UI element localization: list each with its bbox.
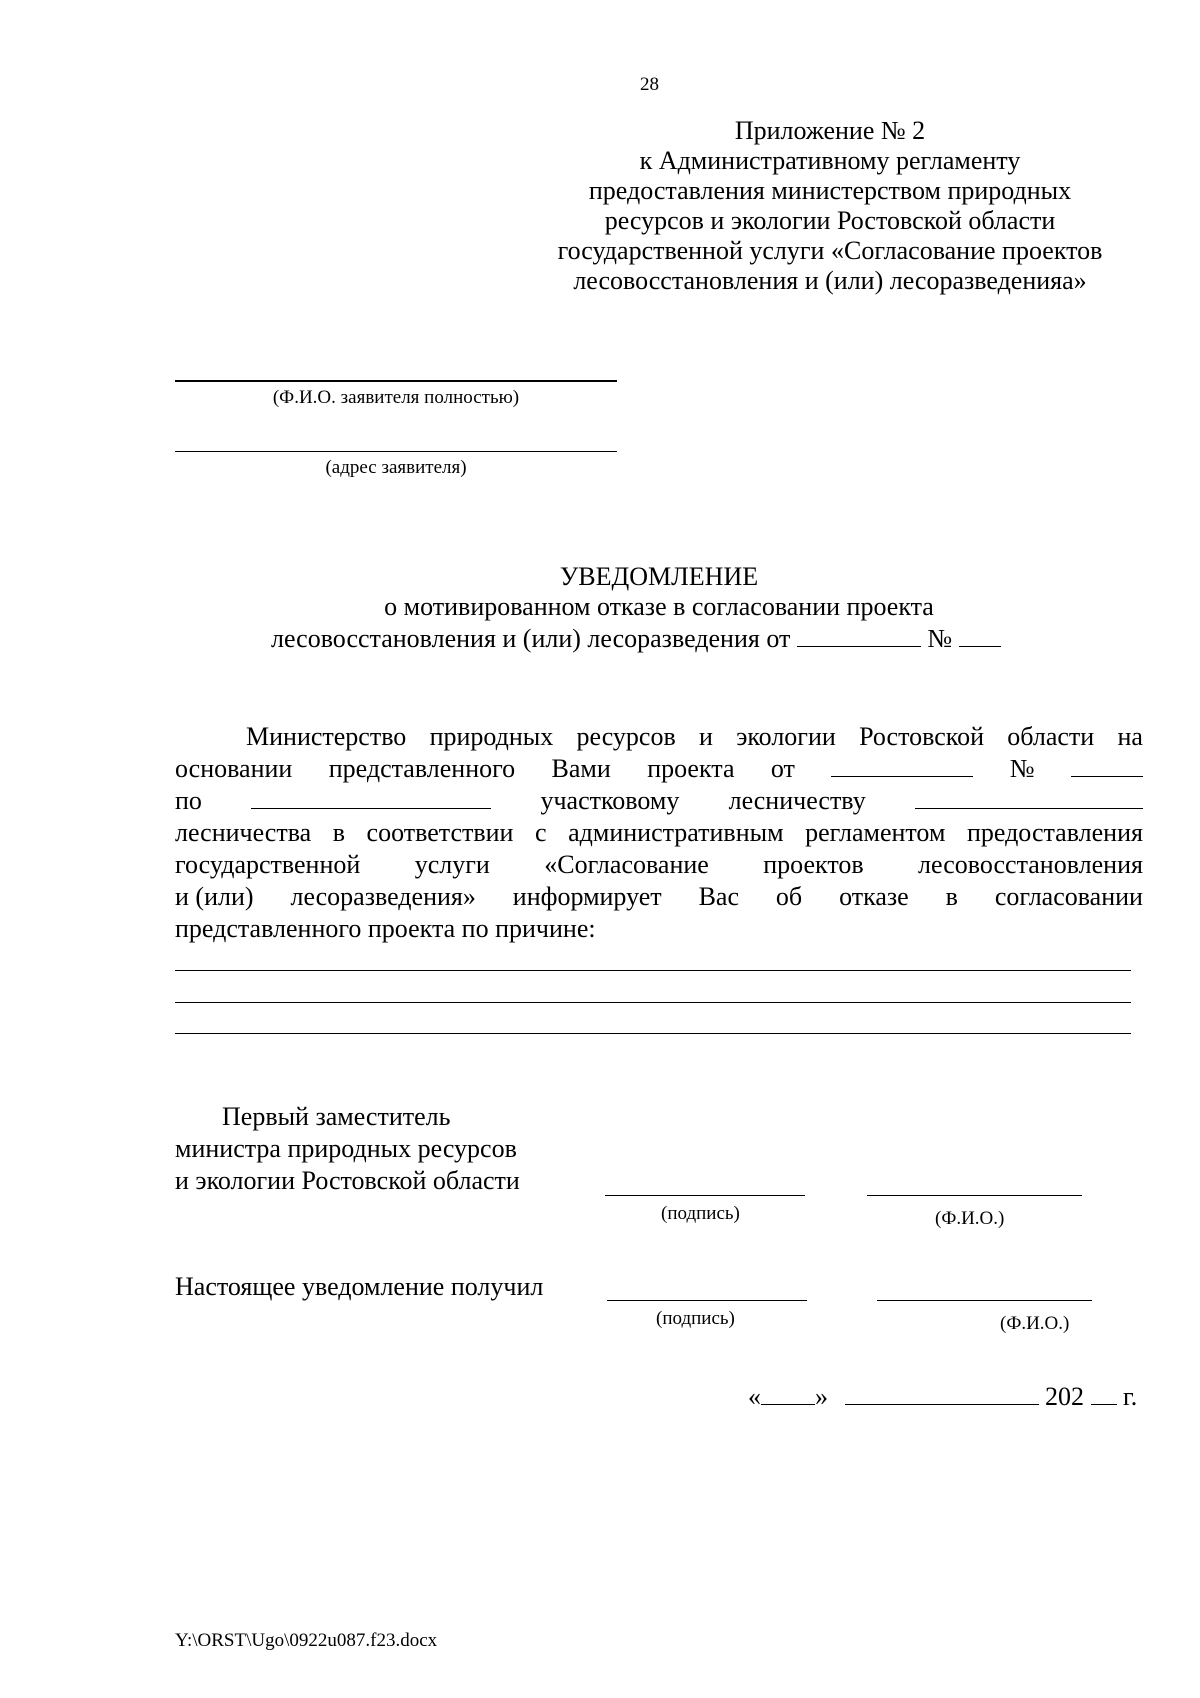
signatory-line-3: и экологии Ростовской области bbox=[175, 1166, 520, 1195]
appendix-line: Приложение № 2 bbox=[734, 116, 926, 145]
document-heading: УВЕДОМЛЕНИЕ bbox=[559, 562, 759, 591]
number-sign: № bbox=[927, 624, 953, 653]
signatory-line-1: Первый заместитель bbox=[222, 1102, 451, 1131]
document-subheading: о мотивированном отказе в согласовании проекта bbox=[384, 592, 934, 621]
signatory-name-caption: (Ф.И.О.) bbox=[935, 1208, 1005, 1229]
open-quote: « bbox=[748, 1382, 761, 1411]
body-line-2 bbox=[175, 754, 1143, 784]
word: административным bbox=[568, 818, 784, 847]
number-blank[interactable] bbox=[959, 624, 1001, 647]
forestry-blank[interactable] bbox=[251, 786, 491, 809]
project-date-blank[interactable] bbox=[831, 754, 973, 777]
body-line-4 bbox=[175, 818, 1143, 848]
page-number: 28 bbox=[640, 74, 659, 95]
word: представленного bbox=[328, 754, 516, 783]
word: лесовосстановления bbox=[918, 850, 1143, 879]
word: с bbox=[535, 818, 547, 847]
word: от bbox=[770, 754, 795, 783]
body-line-1 bbox=[246, 722, 1143, 752]
signatory-signature-line[interactable] bbox=[605, 1195, 805, 1196]
word: согласовании bbox=[994, 882, 1143, 911]
word: информирует bbox=[512, 882, 662, 911]
number-sign: № bbox=[1009, 754, 1035, 783]
word: и bbox=[699, 722, 713, 751]
word: по bbox=[175, 786, 202, 815]
appendix-line: предоставления министерством природных bbox=[588, 176, 1072, 205]
footer-file-path: Y:\ORST\Ugo\0922u087.f23.docx bbox=[175, 1630, 438, 1651]
project-number-blank[interactable] bbox=[1071, 754, 1143, 777]
word: государственной bbox=[175, 850, 361, 879]
receiver-name-caption: (Ф.И.О.) bbox=[1000, 1313, 1070, 1334]
signatory-sign-caption: (подпись) bbox=[661, 1203, 740, 1224]
word: отказе bbox=[839, 882, 909, 911]
word: Министерство bbox=[246, 722, 407, 751]
word: Ростовской bbox=[859, 722, 984, 751]
appendix-block bbox=[520, 116, 1140, 296]
appendix-line: к Административному регламенту bbox=[639, 146, 1021, 175]
day-blank[interactable] bbox=[761, 1382, 815, 1405]
appendix-line: лесовосстановления и (или) лесоразведенияа» bbox=[573, 266, 1087, 295]
document-subheading-2 bbox=[271, 624, 1001, 654]
close-quote: » bbox=[815, 1382, 828, 1411]
year-blank[interactable] bbox=[1091, 1382, 1117, 1405]
applicant-address-caption: (адрес заявителя) bbox=[325, 457, 467, 478]
word: Вами bbox=[551, 754, 611, 783]
year-suffix: г. bbox=[1123, 1382, 1138, 1411]
word: экологии bbox=[736, 722, 836, 751]
receiver-text: Настоящее уведомление получил bbox=[175, 1272, 544, 1301]
appendix-line: ресурсов и экологии Ростовской области bbox=[604, 206, 1056, 235]
applicant-name-caption: (Ф.И.О. заявителя полностью) bbox=[272, 387, 520, 408]
reason-line[interactable] bbox=[175, 970, 1131, 971]
reason-line[interactable] bbox=[175, 1002, 1131, 1003]
word: регламентом bbox=[805, 818, 946, 847]
body-line-3 bbox=[175, 786, 1143, 816]
appendix-line: государственной услуги «Согласование проектов bbox=[557, 236, 1103, 265]
month-blank[interactable] bbox=[845, 1382, 1039, 1405]
applicant-address-line[interactable] bbox=[175, 451, 617, 452]
word: ресурсов bbox=[576, 722, 676, 751]
signatory-name-line[interactable] bbox=[867, 1195, 1082, 1196]
word: природных bbox=[429, 722, 554, 751]
word: проекта bbox=[647, 754, 735, 783]
word: в bbox=[332, 818, 345, 847]
word: об bbox=[775, 882, 803, 911]
word: лесоразведения» bbox=[290, 882, 476, 911]
word: лесничества bbox=[175, 818, 312, 847]
district-forestry-blank[interactable] bbox=[915, 786, 1143, 809]
word: на bbox=[1117, 722, 1143, 751]
applicant-name-line[interactable] bbox=[175, 380, 617, 382]
word: проектов bbox=[763, 850, 864, 879]
year-prefix: 202 bbox=[1045, 1382, 1084, 1411]
word: и (или) bbox=[175, 882, 254, 911]
body-line-6 bbox=[175, 882, 1143, 912]
word: основании bbox=[175, 754, 293, 783]
word: лесничеству bbox=[728, 786, 866, 815]
receiver-signature-line[interactable] bbox=[607, 1300, 807, 1301]
reason-line[interactable] bbox=[175, 1033, 1131, 1034]
date-blank[interactable] bbox=[797, 624, 921, 647]
receiver-name-line[interactable] bbox=[877, 1300, 1092, 1301]
word: услуги bbox=[414, 850, 490, 879]
word: соответствии bbox=[366, 818, 514, 847]
subheading-text: лесовосстановления и (или) лесоразведения от bbox=[271, 624, 791, 653]
word: области bbox=[1007, 722, 1095, 751]
body-line-5 bbox=[175, 850, 1143, 880]
date-line bbox=[748, 1382, 1137, 1412]
receiver-sign-caption: (подпись) bbox=[656, 1308, 735, 1329]
signatory-line-2: министра природных ресурсов bbox=[175, 1134, 517, 1163]
word: в bbox=[945, 882, 958, 911]
word: «Согласование bbox=[544, 850, 709, 879]
word: Вас bbox=[698, 882, 739, 911]
word: предоставления bbox=[966, 818, 1143, 847]
word: участковому bbox=[540, 786, 680, 815]
body-line-7: представленного проекта по причине: bbox=[175, 914, 596, 943]
